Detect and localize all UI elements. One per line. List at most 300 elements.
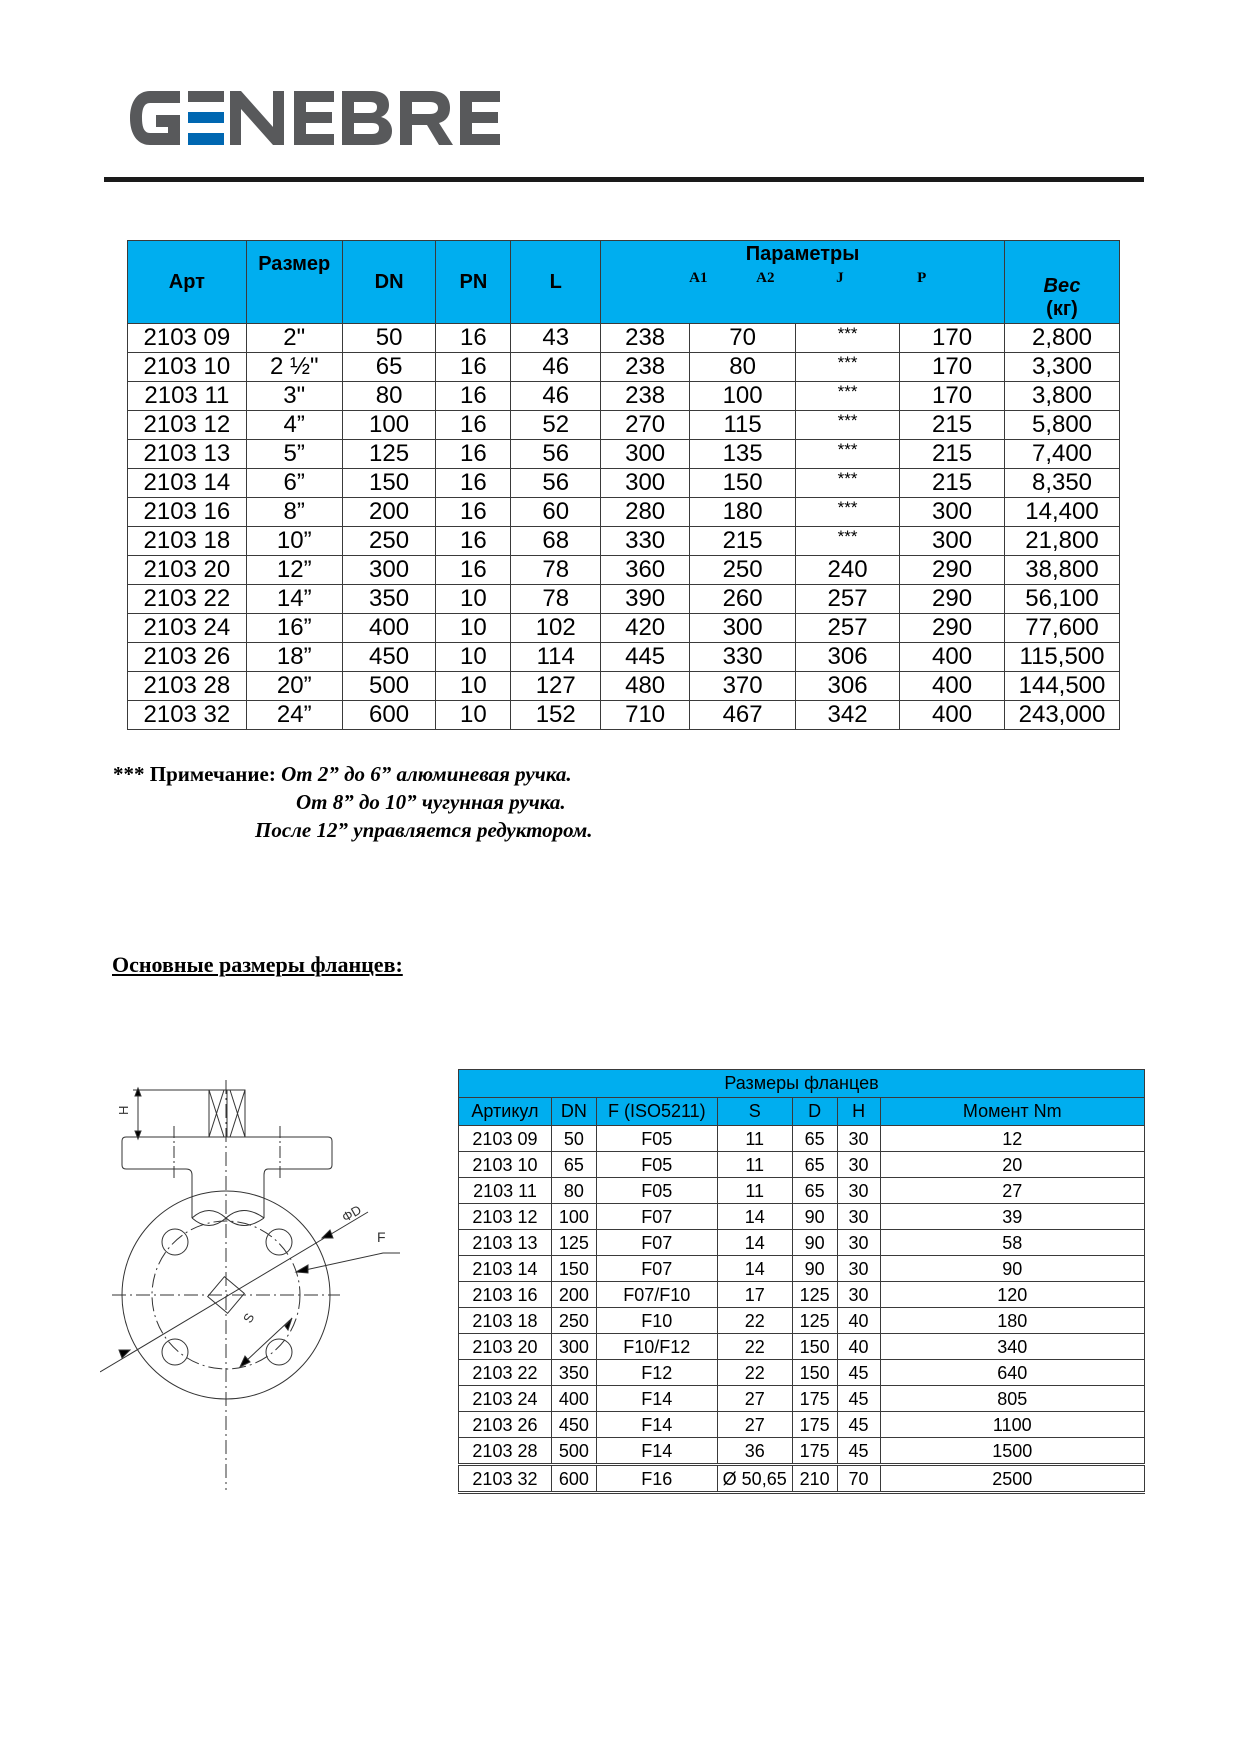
cell-j: 257: [796, 614, 900, 643]
flange-cell-torque: 12: [880, 1126, 1144, 1152]
cell-a1: 300: [601, 469, 690, 498]
flange-cell-d: 90: [792, 1204, 837, 1230]
flange-cell-d: 65: [792, 1126, 837, 1152]
cell-l: 127: [511, 672, 601, 701]
flange-cell-article: 2103 18: [459, 1308, 552, 1334]
flange-cell-article: 2103 28: [459, 1438, 552, 1465]
cell-p: 170: [900, 324, 1005, 353]
flange-cell-dn: 125: [551, 1230, 596, 1256]
flange-cell-d: 175: [792, 1386, 837, 1412]
flange-cell-dn: 450: [551, 1412, 596, 1438]
header-j: J: [836, 270, 844, 286]
cell-weight: 5,800: [1005, 411, 1120, 440]
flange-cell-s: 36: [717, 1438, 792, 1465]
cell-a2: 467: [690, 701, 796, 730]
cell-l: 46: [511, 353, 601, 382]
flange-cell-s: 11: [717, 1178, 792, 1204]
flange-cell-s: 22: [717, 1334, 792, 1360]
flange-cell-s: 22: [717, 1360, 792, 1386]
table-row: [459, 1360, 1145, 1386]
header-divider: [104, 177, 1144, 182]
cell-pn: 10: [436, 585, 511, 614]
cell-a1: 330: [601, 527, 690, 556]
cell-a2: 115: [690, 411, 796, 440]
note-line-2: От 8” до 10” чугунная ручка.: [296, 790, 566, 814]
cell-p: 290: [900, 556, 1005, 585]
table-row: [459, 1334, 1145, 1360]
flange-header-h: H: [837, 1098, 880, 1126]
params-title: Параметры: [745, 243, 860, 265]
cell-a2: 215: [690, 527, 796, 556]
genebre-logo-icon: [128, 87, 523, 149]
flange-cell-torque: 1500: [880, 1438, 1144, 1465]
weight-label: Вес: [1043, 275, 1081, 297]
flange-cell-article: 2103 24: [459, 1386, 552, 1412]
valve-specs-body: [128, 324, 1120, 730]
cell-j: ***: [796, 469, 900, 498]
flange-header-d: D: [792, 1098, 837, 1126]
flange-cell-dn: 200: [551, 1282, 596, 1308]
flange-cell-f: F07/F10: [596, 1282, 717, 1308]
cell-art: 2103 22: [128, 585, 247, 614]
table-row: [128, 643, 1120, 672]
cell-dn: 250: [342, 527, 436, 556]
flange-cell-d: 125: [792, 1282, 837, 1308]
flange-cell-s: 14: [717, 1256, 792, 1282]
flange-cell-d: 175: [792, 1412, 837, 1438]
flange-diagram-icon: [100, 1060, 400, 1490]
cell-dn: 100: [342, 411, 436, 440]
flange-cell-h: 30: [837, 1282, 880, 1308]
flange-cell-h: 30: [837, 1152, 880, 1178]
table-row: [128, 556, 1120, 585]
flange-dimensions-body: [459, 1126, 1145, 1493]
flange-cell-dn: 65: [551, 1152, 596, 1178]
table-row: [459, 1178, 1145, 1204]
flange-cell-s: 14: [717, 1204, 792, 1230]
table-row: [128, 411, 1120, 440]
cell-weight: 14,400: [1005, 498, 1120, 527]
cell-dn: 65: [342, 353, 436, 382]
cell-pn: 10: [436, 672, 511, 701]
flange-cell-dn: 600: [551, 1465, 596, 1493]
flange-cell-f: F14: [596, 1386, 717, 1412]
d-label: ΦD: [339, 1202, 364, 1225]
cell-size: 20”: [246, 672, 342, 701]
cell-weight: 56,100: [1005, 585, 1120, 614]
flange-cell-torque: 180: [880, 1308, 1144, 1334]
cell-p: 170: [900, 353, 1005, 382]
cell-a1: 445: [601, 643, 690, 672]
header-pn: PN: [436, 241, 511, 324]
table-row: [128, 353, 1120, 382]
cell-a1: 270: [601, 411, 690, 440]
cell-art: 2103 28: [128, 672, 247, 701]
cell-l: 68: [511, 527, 601, 556]
flange-cell-torque: 27: [880, 1178, 1144, 1204]
cell-weight: 243,000: [1005, 701, 1120, 730]
cell-dn: 400: [342, 614, 436, 643]
cell-l: 46: [511, 382, 601, 411]
flange-cell-h: 40: [837, 1308, 880, 1334]
flange-header-article: Артикул: [459, 1098, 552, 1126]
cell-l: 152: [511, 701, 601, 730]
cell-size: 6”: [246, 469, 342, 498]
table-row: [128, 498, 1120, 527]
flange-title-row: [459, 1070, 1145, 1098]
table-row: [459, 1438, 1145, 1465]
flange-cell-dn: 80: [551, 1178, 596, 1204]
flange-cell-f: F14: [596, 1412, 717, 1438]
flange-cell-h: 40: [837, 1334, 880, 1360]
cell-a2: 70: [690, 324, 796, 353]
flange-cell-dn: 500: [551, 1438, 596, 1465]
cell-a2: 180: [690, 498, 796, 527]
header-a2: A2: [756, 270, 775, 286]
valve-specs-table: [127, 240, 1120, 730]
cell-size: 4”: [246, 411, 342, 440]
weight-unit: (кг): [1046, 298, 1078, 320]
header-art: Арт: [128, 241, 247, 324]
flange-cell-s: 17: [717, 1282, 792, 1308]
h-label: H: [116, 1105, 131, 1115]
cell-pn: 10: [436, 643, 511, 672]
table-row: [459, 1412, 1145, 1438]
cell-weight: 115,500: [1005, 643, 1120, 672]
flange-cell-f: F07: [596, 1204, 717, 1230]
header-a1: A1: [689, 270, 708, 286]
cell-dn: 80: [342, 382, 436, 411]
flange-cell-s: 14: [717, 1230, 792, 1256]
flange-cell-article: 2103 09: [459, 1126, 552, 1152]
flange-cell-torque: 20: [880, 1152, 1144, 1178]
flange-cell-h: 70: [837, 1465, 880, 1493]
cell-size: 10”: [246, 527, 342, 556]
flange-cell-article: 2103 16: [459, 1282, 552, 1308]
cell-p: 300: [900, 527, 1005, 556]
flange-cell-d: 150: [792, 1360, 837, 1386]
cell-pn: 16: [436, 527, 511, 556]
flange-cell-h: 30: [837, 1126, 880, 1152]
cell-size: 16”: [246, 614, 342, 643]
cell-a1: 280: [601, 498, 690, 527]
header-size: Размер: [246, 241, 342, 324]
cell-weight: 38,800: [1005, 556, 1120, 585]
flange-table-title: Размеры фланцев: [459, 1070, 1145, 1098]
cell-j: ***: [796, 440, 900, 469]
flange-cell-s: 27: [717, 1412, 792, 1438]
table-row: [459, 1230, 1145, 1256]
flange-cell-d: 90: [792, 1230, 837, 1256]
cell-p: 300: [900, 498, 1005, 527]
flange-drawing: [100, 1060, 400, 1490]
cell-weight: 77,600: [1005, 614, 1120, 643]
cell-art: 2103 13: [128, 440, 247, 469]
cell-size: 2": [246, 324, 342, 353]
table-row: [459, 1126, 1145, 1152]
flange-cell-torque: 640: [880, 1360, 1144, 1386]
cell-a1: 420: [601, 614, 690, 643]
cell-j: ***: [796, 527, 900, 556]
table-row: [128, 585, 1120, 614]
cell-art: 2103 10: [128, 353, 247, 382]
flange-cell-torque: 2500: [880, 1465, 1144, 1493]
cell-j: 257: [796, 585, 900, 614]
flange-cell-torque: 805: [880, 1386, 1144, 1412]
cell-a1: 238: [601, 382, 690, 411]
flange-cell-article: 2103 14: [459, 1256, 552, 1282]
cell-a1: 360: [601, 556, 690, 585]
cell-size: 14”: [246, 585, 342, 614]
cell-dn: 125: [342, 440, 436, 469]
flange-cell-h: 45: [837, 1412, 880, 1438]
flange-cell-dn: 100: [551, 1204, 596, 1230]
flange-cell-torque: 90: [880, 1256, 1144, 1282]
cell-weight: 8,350: [1005, 469, 1120, 498]
header-params: [601, 241, 1005, 324]
cell-j: ***: [796, 411, 900, 440]
cell-size: 18”: [246, 643, 342, 672]
cell-p: 215: [900, 469, 1005, 498]
flange-cell-torque: 120: [880, 1282, 1144, 1308]
flange-cell-torque: 39: [880, 1204, 1144, 1230]
cell-a2: 260: [690, 585, 796, 614]
cell-dn: 500: [342, 672, 436, 701]
flange-cell-d: 210: [792, 1465, 837, 1493]
cell-l: 52: [511, 411, 601, 440]
flange-section-title: Основные размеры фланцев:: [112, 952, 403, 977]
flange-cell-h: 45: [837, 1386, 880, 1412]
cell-j: ***: [796, 353, 900, 382]
flange-cell-torque: 340: [880, 1334, 1144, 1360]
cell-pn: 16: [436, 411, 511, 440]
cell-pn: 16: [436, 353, 511, 382]
cell-p: 215: [900, 411, 1005, 440]
cell-art: 2103 11: [128, 382, 247, 411]
flange-cell-f: F14: [596, 1438, 717, 1465]
flange-cell-s: 27: [717, 1386, 792, 1412]
flange-dimensions-table: [458, 1069, 1145, 1494]
cell-j: ***: [796, 324, 900, 353]
flange-cell-d: 65: [792, 1178, 837, 1204]
flange-cell-dn: 250: [551, 1308, 596, 1334]
table-row: [459, 1204, 1145, 1230]
cell-dn: 450: [342, 643, 436, 672]
table-row: [128, 672, 1120, 701]
cell-a2: 150: [690, 469, 796, 498]
cell-a1: 480: [601, 672, 690, 701]
cell-art: 2103 24: [128, 614, 247, 643]
header-weight: [1005, 241, 1120, 324]
cell-dn: 150: [342, 469, 436, 498]
flange-cell-f: F05: [596, 1152, 717, 1178]
flange-cell-article: 2103 13: [459, 1230, 552, 1256]
header-dn: DN: [342, 241, 436, 324]
flange-cell-d: 150: [792, 1334, 837, 1360]
flange-cell-article: 2103 10: [459, 1152, 552, 1178]
flange-cell-article: 2103 32: [459, 1465, 552, 1493]
flange-cell-s: 11: [717, 1152, 792, 1178]
cell-art: 2103 16: [128, 498, 247, 527]
flange-header-s: S: [717, 1098, 792, 1126]
header-l: L: [511, 241, 601, 324]
note-prefix: *** Примечание:: [113, 762, 276, 786]
cell-j: 240: [796, 556, 900, 585]
cell-art: 2103 14: [128, 469, 247, 498]
cell-j: ***: [796, 382, 900, 411]
cell-l: 78: [511, 556, 601, 585]
flange-cell-f: F12: [596, 1360, 717, 1386]
flange-cell-dn: 350: [551, 1360, 596, 1386]
cell-a1: 710: [601, 701, 690, 730]
table-row: [128, 614, 1120, 643]
table-row: [459, 1386, 1145, 1412]
cell-size: 8”: [246, 498, 342, 527]
flange-cell-article: 2103 20: [459, 1334, 552, 1360]
cell-size: 3": [246, 382, 342, 411]
cell-art: 2103 09: [128, 324, 247, 353]
params-subheaders: [601, 270, 1004, 287]
flange-cell-h: 45: [837, 1438, 880, 1465]
cell-size: 24”: [246, 701, 342, 730]
table-row: [459, 1152, 1145, 1178]
cell-pn: 16: [436, 498, 511, 527]
cell-a2: 370: [690, 672, 796, 701]
flange-cell-article: 2103 26: [459, 1412, 552, 1438]
flange-cell-f: F16: [596, 1465, 717, 1493]
cell-a1: 238: [601, 324, 690, 353]
cell-pn: 16: [436, 556, 511, 585]
cell-art: 2103 20: [128, 556, 247, 585]
f-label: F: [377, 1229, 386, 1245]
flange-header-f: F (ISO5211): [596, 1098, 717, 1126]
flange-cell-article: 2103 12: [459, 1204, 552, 1230]
cell-pn: 10: [436, 701, 511, 730]
cell-dn: 350: [342, 585, 436, 614]
cell-a1: 390: [601, 585, 690, 614]
cell-pn: 16: [436, 469, 511, 498]
flange-cell-h: 30: [837, 1178, 880, 1204]
cell-j: 342: [796, 701, 900, 730]
cell-j: ***: [796, 498, 900, 527]
genebre-logo: [128, 85, 523, 150]
flange-cell-f: F07: [596, 1230, 717, 1256]
cell-dn: 50: [342, 324, 436, 353]
cell-l: 102: [511, 614, 601, 643]
table-header-row: [128, 241, 1120, 324]
table-row: [128, 701, 1120, 730]
cell-weight: 3,300: [1005, 353, 1120, 382]
cell-p: 290: [900, 614, 1005, 643]
cell-dn: 300: [342, 556, 436, 585]
table-row: [459, 1465, 1145, 1493]
cell-a2: 135: [690, 440, 796, 469]
table-row: [128, 324, 1120, 353]
cell-a2: 250: [690, 556, 796, 585]
flange-cell-d: 125: [792, 1308, 837, 1334]
table-row: [128, 469, 1120, 498]
flange-cell-article: 2103 22: [459, 1360, 552, 1386]
flange-cell-h: 45: [837, 1360, 880, 1386]
table-row: [128, 382, 1120, 411]
header-p: P: [917, 270, 927, 286]
cell-p: 400: [900, 643, 1005, 672]
cell-art: 2103 12: [128, 411, 247, 440]
cell-dn: 600: [342, 701, 436, 730]
cell-a2: 100: [690, 382, 796, 411]
flange-cell-s: 11: [717, 1126, 792, 1152]
flange-cell-dn: 400: [551, 1386, 596, 1412]
cell-p: 400: [900, 701, 1005, 730]
cell-weight: 21,800: [1005, 527, 1120, 556]
cell-a2: 300: [690, 614, 796, 643]
flange-cell-d: 175: [792, 1438, 837, 1465]
flange-cell-s: Ø 50,65: [717, 1465, 792, 1493]
flange-cell-d: 65: [792, 1152, 837, 1178]
table-row: [128, 440, 1120, 469]
cell-pn: 16: [436, 324, 511, 353]
cell-a1: 300: [601, 440, 690, 469]
cell-p: 400: [900, 672, 1005, 701]
s-label: S: [239, 1310, 258, 1326]
cell-size: 12”: [246, 556, 342, 585]
flange-cell-f: F07: [596, 1256, 717, 1282]
flange-cell-dn: 50: [551, 1126, 596, 1152]
cell-j: 306: [796, 672, 900, 701]
flange-cell-f: F10/F12: [596, 1334, 717, 1360]
cell-size: 2 ½": [246, 353, 342, 382]
note-line-3: После 12” управляется редуктором.: [255, 818, 593, 842]
flange-cell-f: F05: [596, 1126, 717, 1152]
cell-pn: 10: [436, 614, 511, 643]
cell-l: 43: [511, 324, 601, 353]
flange-cell-article: 2103 11: [459, 1178, 552, 1204]
handle-note: [113, 760, 593, 842]
cell-pn: 16: [436, 382, 511, 411]
cell-weight: 2,800: [1005, 324, 1120, 353]
cell-j: 306: [796, 643, 900, 672]
flange-cell-h: 30: [837, 1230, 880, 1256]
cell-p: 215: [900, 440, 1005, 469]
flange-cell-torque: 58: [880, 1230, 1144, 1256]
cell-art: 2103 26: [128, 643, 247, 672]
flange-cell-f: F10: [596, 1308, 717, 1334]
flange-header-dn: DN: [551, 1098, 596, 1126]
flange-cell-s: 22: [717, 1308, 792, 1334]
cell-l: 78: [511, 585, 601, 614]
flange-cell-dn: 300: [551, 1334, 596, 1360]
cell-art: 2103 18: [128, 527, 247, 556]
flange-cell-torque: 1100: [880, 1412, 1144, 1438]
flange-cell-dn: 150: [551, 1256, 596, 1282]
cell-p: 170: [900, 382, 1005, 411]
cell-weight: 144,500: [1005, 672, 1120, 701]
cell-l: 56: [511, 469, 601, 498]
cell-a1: 238: [601, 353, 690, 382]
flange-header-row: [459, 1098, 1145, 1126]
flange-header-torque: Момент Nm: [880, 1098, 1144, 1126]
cell-size: 5”: [246, 440, 342, 469]
cell-p: 290: [900, 585, 1005, 614]
table-row: [459, 1308, 1145, 1334]
cell-a2: 80: [690, 353, 796, 382]
cell-l: 56: [511, 440, 601, 469]
cell-l: 60: [511, 498, 601, 527]
table-row: [459, 1282, 1145, 1308]
cell-weight: 7,400: [1005, 440, 1120, 469]
flange-cell-d: 90: [792, 1256, 837, 1282]
table-row: [128, 527, 1120, 556]
